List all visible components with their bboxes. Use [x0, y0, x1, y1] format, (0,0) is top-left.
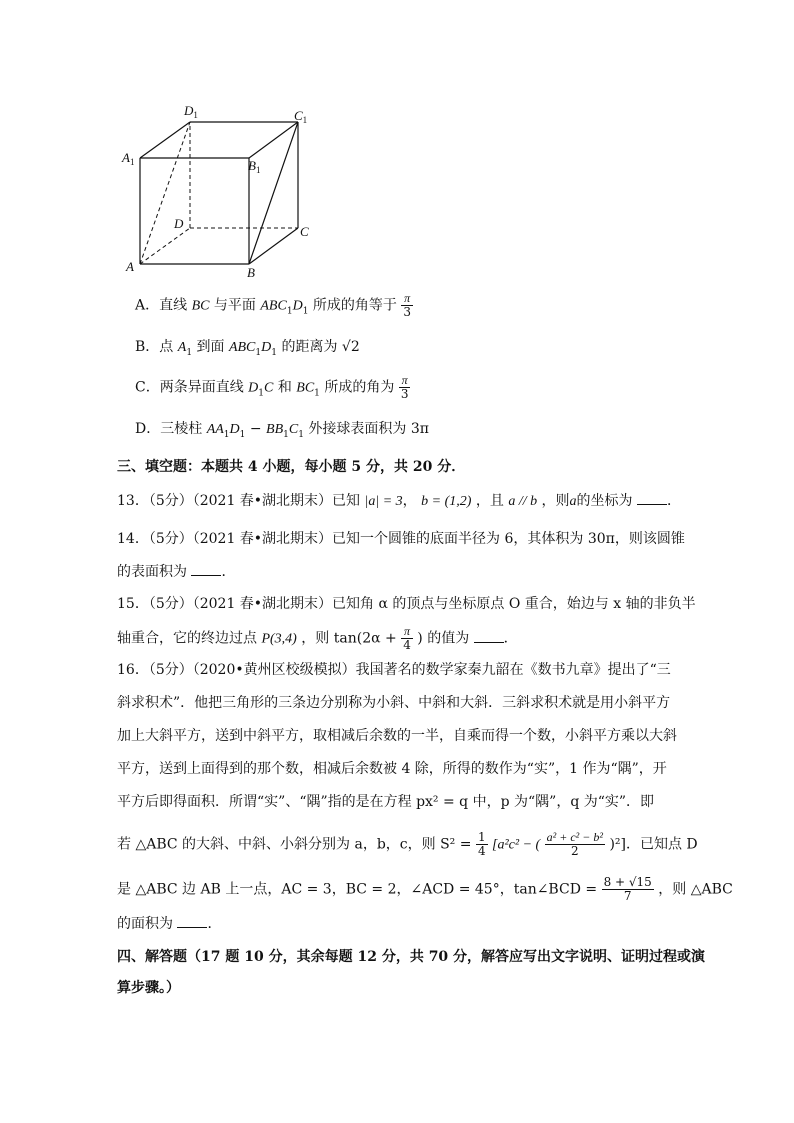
label-D: D — [174, 216, 184, 231]
edge-B1C1 — [249, 122, 298, 158]
section-4-heading-line-1: 四、解答题（17 题 10 分，其余每题 12 分，共 70 分，解答应写出文字说明、证明过程或演 — [117, 949, 706, 965]
question-16-line-7: 是 △ABC 边 AB 上一点，AC = 3，BC = 2，∠ACD = 45°，tan∠BCD = $\frac{8 + √15}{7}$ ，则 △ABC — [117, 875, 733, 903]
question-16-line-2: 斜求积术”．他把三角形的三条边分别称为小斜、中斜和大斜．三斜求积术就是用小斜平方 — [117, 695, 671, 711]
label-D1: $D_1$ — [184, 103, 198, 120]
option-d: D．三棱柱 $AA_1D_1 - BB_1C_1$ 外接球表面积为 3π — [135, 421, 429, 440]
fraction-pi-4: $\frac{\pi}{4}$ — [403, 624, 411, 652]
question-14-line-1: 14．（5分）（2021 春•湖北期末）已知一个圆锥的底面半径为 6，其体积为 30π，则该圆锥 — [117, 531, 685, 547]
question-16-line-6: 若 △ABC 的大斜、中斜、小斜分别为 a，b，c，则 S² = $\frac{1}{4}$ [a²c² − ( $\frac{\text{a² + c² − b²}}{2}$ )²]．已知点 D — [117, 830, 698, 858]
question-15-line-2: 轴重合，它的终边过点 P(3,4) ，则 tan(2α + $\frac{\pi}{4}$ ) 的值为 ． — [117, 624, 518, 652]
answer-blank — [474, 628, 504, 643]
option-c: C．两条异面直线 $D_1C$ 和 $BC_1$ 所成的角为 $\frac{\pi}{3}$ — [135, 373, 409, 401]
label-A1: $A_1$ — [122, 150, 135, 167]
question-16-line-8: 的面积为 ． — [117, 913, 221, 935]
edge-AD-hidden — [140, 228, 190, 264]
option-b: B．点 $A_1$ 到面 $ABC_1D_1$ 的距离为 √2 — [135, 339, 360, 358]
answer-blank — [177, 913, 207, 928]
fraction-1-4: $\frac{1}{4}$ — [477, 830, 486, 858]
question-15-line-1: 15．（5分）（2021 春•湖北期末）已知角 α 的顶点与坐标原点 O 重合，始边与 x 轴的非负半 — [117, 596, 696, 612]
diag-AD1-hidden — [140, 122, 190, 264]
answer-blank — [191, 561, 221, 576]
fraction-tan-bcd: $\frac{8 + √15}{7}$ — [603, 875, 652, 903]
edge-A1D1 — [140, 122, 190, 158]
label-B: B — [247, 265, 255, 280]
label-A: A — [126, 259, 134, 274]
section-3-heading: 三、填空题：本题共 4 小题，每小题 5 分，共 20 分． — [117, 459, 466, 475]
fraction-pi-3: $\frac{\pi}{3}$ — [403, 291, 411, 319]
option-a: A．直线 BC 与平面 $ABC_1D_1$ 所成的角等于 $\frac{\pi}{3}$ — [135, 291, 411, 319]
diag-BC1 — [249, 122, 298, 264]
label-B1: $B_1$ — [248, 158, 261, 175]
fraction-pi-3: $\frac{\pi}{3}$ — [400, 373, 409, 401]
fraction-law-of-cosines: $\frac{\text{a² + c² − b²}}{2}$ — [546, 830, 603, 858]
question-14-line-2: 的表面积为 ． — [117, 561, 235, 583]
cube-figure — [110, 98, 340, 283]
question-16-line-4: 平方，送到上面得到的那个数，相减后余数被 4 除，所得的数作为“实”，1 作为“隅”，开 — [117, 761, 667, 777]
edge-BC — [249, 228, 298, 264]
question-16-line-5: 平方后即得面积．所谓“实”、“隅”指的是在方程 px² = q 中，p 为“隅”，q 为“实”．即 — [117, 794, 655, 810]
question-13: 13．（5分）（2021 春•湖北期末）已知 |a| = 3， b = (1,2) ，且 a // b ，则a的坐标为 ． — [117, 490, 681, 513]
answer-blank — [637, 490, 667, 505]
label-C1: $C_1$ — [294, 108, 308, 125]
label-C: C — [300, 224, 309, 239]
question-16-line-3: 加上大斜平方，送到中斜平方，取相减后余数的一半，自乘而得一个数，小斜平方乘以大斜 — [117, 728, 677, 744]
section-4-heading-line-2: 算步骤。） — [117, 980, 180, 996]
question-16-line-1: 16．（5分）（2020•黄州区校级模拟）我国著名的数学家秦九韶在《数书九章》提出了“三 — [117, 662, 671, 678]
